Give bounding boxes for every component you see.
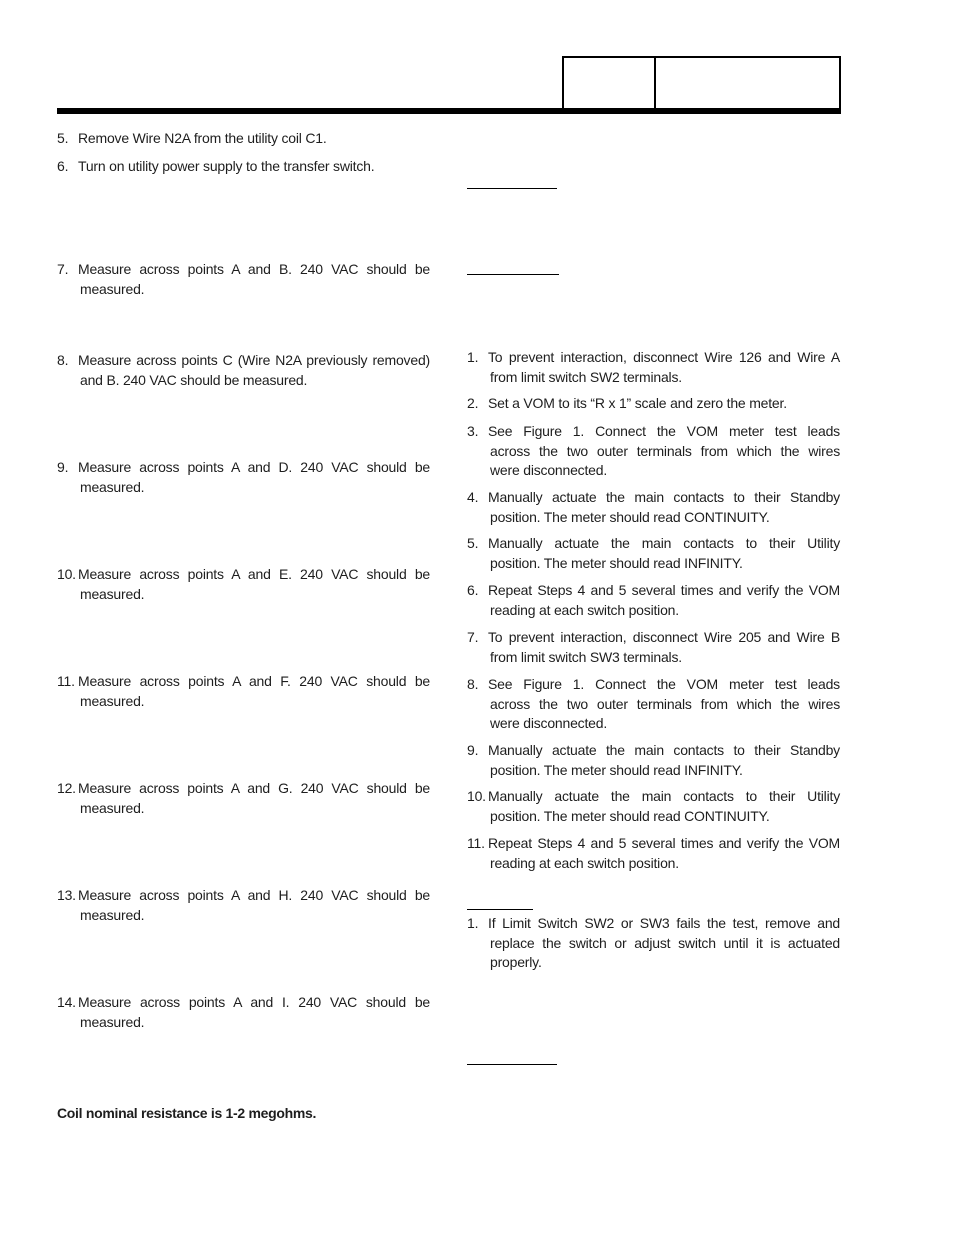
step-line [467, 628, 840, 648]
step-line [467, 488, 840, 508]
right-step-1 [467, 348, 840, 387]
step-line [57, 886, 430, 906]
step-line: were disconnected. [490, 462, 608, 479]
step-number: 14. [57, 994, 76, 1010]
step-number: 10. [57, 566, 76, 582]
step-line [57, 260, 430, 280]
step-line [467, 348, 840, 368]
left-step-6 [57, 157, 430, 177]
step-line [57, 565, 430, 585]
step-line [467, 422, 840, 442]
step-line [467, 914, 840, 934]
step-text: Repeat Steps 4 and 5 several times and verify the VOM [488, 835, 840, 851]
header-box-divider [654, 56, 656, 110]
step-line: were disconnected. [490, 715, 608, 732]
right-step-8 [467, 675, 840, 734]
left-step-13 [57, 886, 430, 925]
step-line [467, 741, 840, 761]
step-text: Manually actuate the main contacts to their Utility [488, 788, 840, 804]
left-step-11 [57, 672, 430, 711]
section-heading-rule [467, 1064, 557, 1065]
step-number: 12. [57, 780, 76, 796]
header-rule [57, 108, 841, 114]
step-number: 9. [467, 742, 479, 758]
step-line: and B. 240 VAC should be measured. [80, 371, 308, 388]
step-text: Remove Wire N2A from the utility coil C1. [78, 130, 327, 146]
right-step-9 [467, 741, 840, 780]
right-step-2 [467, 394, 840, 414]
step-line [467, 787, 840, 807]
step-line: position. The meter should read CONTINUITY. [490, 807, 770, 824]
step-line: position. The meter should read INFINITY. [490, 761, 743, 778]
step-line: properly. [490, 954, 542, 971]
section-heading-rule [467, 188, 557, 189]
step-line [57, 157, 430, 177]
remedy-step-1 [467, 914, 840, 973]
step-number: 1. [467, 349, 479, 365]
step-line [57, 129, 430, 149]
step-text: Measure across points A and I. 240 VAC should be [78, 994, 430, 1010]
step-text: Measure across points A and H. 240 VAC should be [78, 887, 430, 903]
right-step-6 [467, 581, 840, 620]
step-number: 4. [467, 489, 479, 505]
step-line [467, 581, 840, 601]
section-heading-rule [467, 909, 533, 910]
step-line: from limit switch SW2 terminals. [490, 368, 682, 385]
header-box [562, 56, 841, 110]
step-line: position. The meter should read CONTINUITY. [490, 508, 770, 525]
step-text: See Figure 1. Connect the VOM meter test leads [488, 423, 840, 439]
step-line [467, 534, 840, 554]
step-text: If Limit Switch SW2 or SW3 fails the test, remove and [488, 915, 840, 931]
step-text: Measure across points A and D. 240 VAC should be [78, 459, 430, 475]
step-number: 6. [467, 582, 479, 598]
step-text: Measure across points C (Wire N2A previously removed) [78, 352, 430, 368]
step-line: reading at each switch position. [490, 601, 679, 618]
right-step-11 [467, 834, 840, 873]
step-number: 13. [57, 887, 76, 903]
step-line: from limit switch SW3 terminals. [490, 648, 682, 665]
right-step-5 [467, 534, 840, 573]
step-number: 1. [467, 915, 479, 931]
step-number: 2. [467, 395, 479, 411]
step-number: 8. [467, 676, 479, 692]
step-text: To prevent interaction, disconnect Wire 126 and Wire A [488, 349, 840, 365]
step-line [57, 672, 430, 692]
step-number: 5. [57, 130, 69, 146]
step-text: Manually actuate the main contacts to their Standby [488, 489, 840, 505]
step-number: 11. [57, 673, 75, 689]
step-line [57, 351, 430, 371]
step-line: measured. [80, 1013, 145, 1030]
step-text: Measure across points A and G. 240 VAC should be [78, 780, 430, 796]
left-step-10 [57, 565, 430, 604]
step-text: Manually actuate the main contacts to their Utility [488, 535, 840, 551]
right-step-10 [467, 787, 840, 826]
step-line [57, 458, 430, 478]
step-line: measured. [80, 692, 145, 709]
step-text: See Figure 1. Connect the VOM meter test leads [488, 676, 840, 692]
step-text: Measure across points A and B. 240 VAC should be [78, 261, 430, 277]
left-step-9 [57, 458, 430, 497]
step-text: Turn on utility power supply to the transfer switch. [78, 158, 375, 174]
left-step-12 [57, 779, 430, 818]
left-step-14 [57, 993, 430, 1032]
right-step-7 [467, 628, 840, 667]
coil-resistance-note: Coil nominal resistance is 1-2 megohms. [57, 1105, 317, 1121]
step-text: Repeat Steps 4 and 5 several times and verify the VOM [488, 582, 840, 598]
step-number: 3. [467, 423, 479, 439]
step-number: 10. [467, 788, 486, 804]
step-number: 5. [467, 535, 479, 551]
left-step-8 [57, 351, 430, 390]
step-text: Measure across points A and F. 240 VAC should be [78, 673, 430, 689]
step-line: reading at each switch position. [490, 854, 679, 871]
step-number: 8. [57, 352, 69, 368]
step-line: measured. [80, 280, 145, 297]
step-text: Set a VOM to its “R x 1” scale and zero the meter. [488, 395, 787, 411]
step-line [467, 394, 840, 414]
step-line: measured. [80, 906, 145, 923]
step-number: 6. [57, 158, 69, 174]
left-step-7 [57, 260, 430, 299]
step-line: replace the switch or adjust switch until it is actuated [490, 934, 840, 951]
right-step-4 [467, 488, 840, 527]
step-text: Manually actuate the main contacts to their Standby [488, 742, 840, 758]
step-line: measured. [80, 585, 145, 602]
left-step-5 [57, 129, 430, 149]
step-text: Measure across points A and E. 240 VAC should be [78, 566, 430, 582]
step-number: 11. [467, 835, 485, 851]
step-number: 9. [57, 459, 69, 475]
right-step-3 [467, 422, 840, 481]
step-line: across the two outer terminals from which the wires [490, 442, 840, 459]
step-line: position. The meter should read INFINITY. [490, 554, 743, 571]
step-line [57, 993, 430, 1013]
step-number: 7. [467, 629, 479, 645]
step-line: across the two outer terminals from which the wires [490, 695, 840, 712]
step-line: measured. [80, 478, 145, 495]
step-number: 7. [57, 261, 69, 277]
step-text: To prevent interaction, disconnect Wire 205 and Wire B [488, 629, 840, 645]
step-line [57, 779, 430, 799]
step-line: measured. [80, 799, 145, 816]
section-heading-rule [467, 274, 559, 275]
step-line [467, 675, 840, 695]
step-line [467, 834, 840, 854]
